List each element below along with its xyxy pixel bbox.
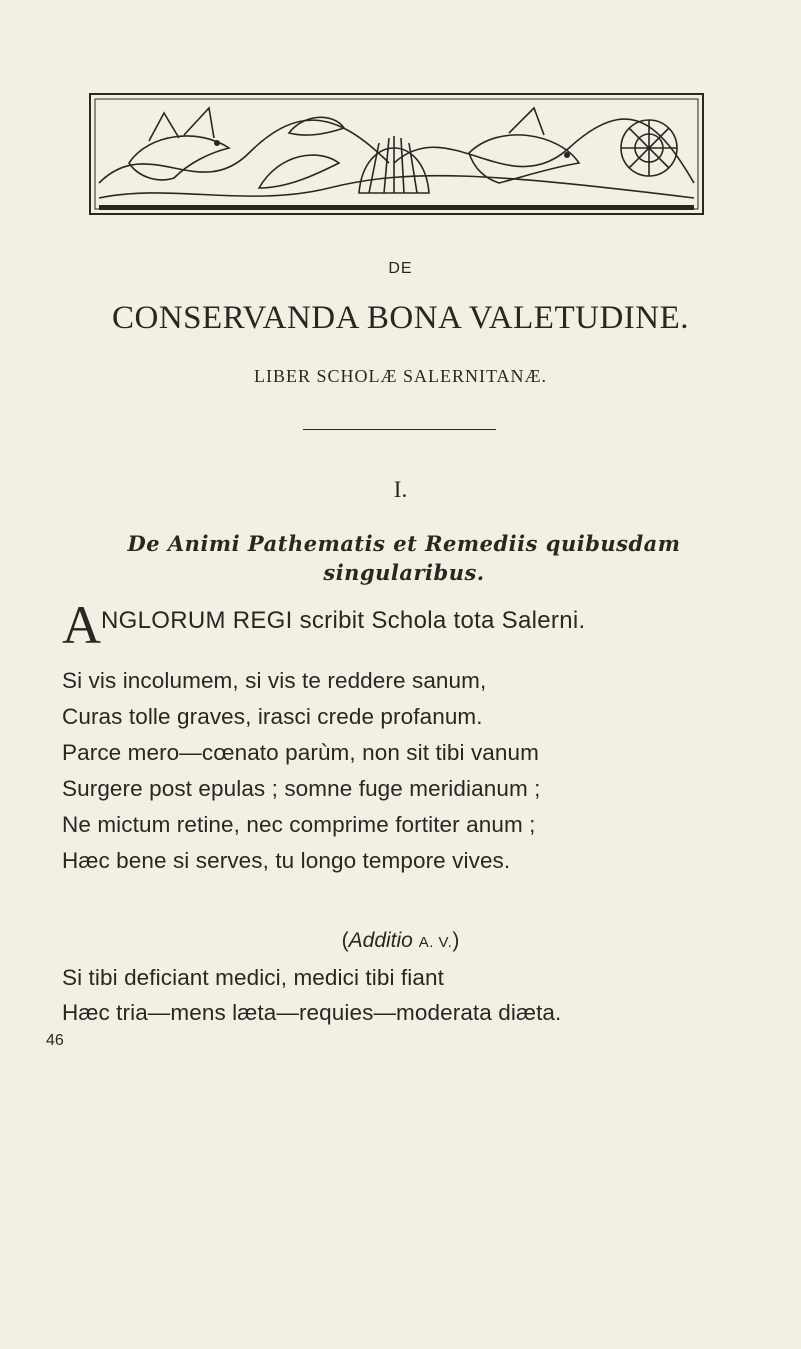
addition-open-paren: ( <box>341 929 349 952</box>
page-title: CONSERVANDA BONA VALETUDINE. <box>112 300 689 336</box>
verse-line: Hæc bene si serves, tu longo tempore vives. <box>62 848 511 873</box>
title-prefix: DE <box>388 260 413 277</box>
divider <box>303 429 496 430</box>
addition-line: Hæc tria—mens læta—requies—moderata diæta. <box>62 1000 562 1025</box>
verse-line: Curas tolle graves, irasci crede profanum. <box>62 704 483 729</box>
addition-line: Si tibi deficiant medici, medici tibi fiant <box>62 965 444 990</box>
addition-abbrev: A. V. <box>418 934 453 951</box>
addition-heading <box>0 929 801 953</box>
addition-close-paren: ) <box>452 929 460 952</box>
addition-word: Additio <box>348 929 413 952</box>
drop-cap: A <box>62 595 101 655</box>
floral-bird-ornament-icon <box>89 93 704 215</box>
section-heading-line-1: De Animi Pathematis et Remediis quibusdam <box>127 531 681 556</box>
incipit-line: NGLORUM REGI scribit Schola tota Salerni. <box>101 607 586 634</box>
page-number: 46 <box>46 1032 64 1049</box>
section-heading-line-2: singularibus. <box>323 560 485 585</box>
verse-line: Si vis incolumem, si vis te reddere sanum, <box>62 668 487 693</box>
verse-line: Ne mictum retine, nec comprime fortiter anum ; <box>62 812 536 837</box>
verse-line: Parce mero—cœnato parùm, non sit tibi vanum <box>62 740 539 765</box>
section-number: I. <box>393 477 408 502</box>
subtitle: LIBER SCHOLÆ SALERNITANÆ. <box>253 366 548 386</box>
verse-line: Surgere post epulas ; somne fuge meridianum ; <box>62 776 541 801</box>
